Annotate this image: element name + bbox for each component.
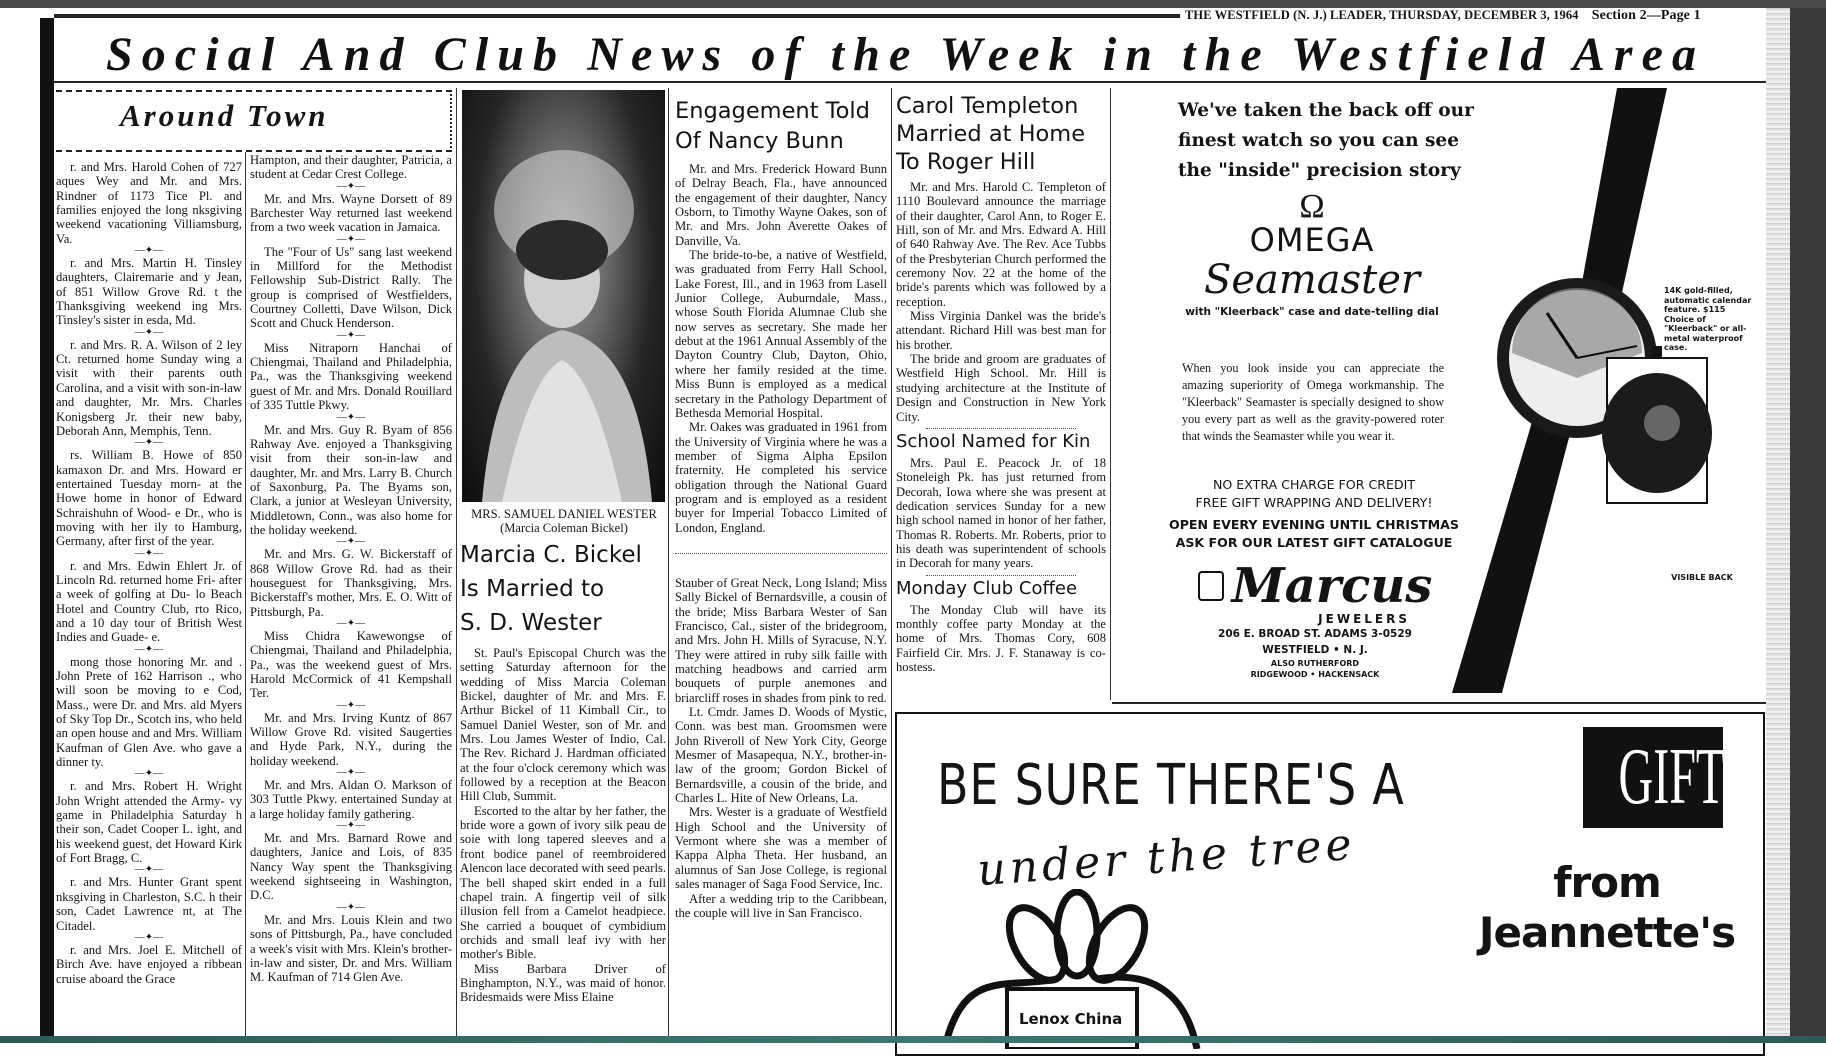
news-item: Mr. and Mrs. Guy R. Byam of 856 Rahway Ave. enjoyed a Thanksgiving visit from their son-in-law and daughter, Mr. and Mrs. Larry B. Church of Saxonburg, Pa. The Byams son, Clark, a junior at Wesleyan University, Middletown, Conn., was also home for the holiday weekend. (250, 422, 452, 537)
news-item: Mr. and Mrs. Wayne Dorsett of 89 Barchester Way returned last weekend from a two week vacation in Jamaica. (250, 191, 452, 235)
marcus-address: 206 E. BROAD ST. ADAMS 3-0529 (1218, 628, 1412, 640)
title-rule (54, 81, 1766, 83)
headline-line: finest watch so you can see (1178, 130, 1459, 151)
news-item: Mr. and Mrs. Louis Klein and two sons of Pittsburgh, Pa., have concluded a week's visit with Mrs. Klein's brother-in-law and sister, Dr. and Mrs. William M. Kaufman of 714 Glen Ave. (250, 912, 452, 985)
wester-wedding-article (460, 538, 666, 1005)
article-paragraph: Miss Barbara Driver of Binghampton, N.Y., was maid of honor. Bridesmaids were Miss Elaine (460, 961, 666, 1005)
around-town-heading: Around Town (120, 98, 329, 133)
page-title-text: Social And Club News of the Week in the Westfield Area (106, 28, 1696, 80)
ornament-divider: —✦— (336, 699, 366, 711)
article-divider (926, 575, 1076, 576)
ornament-divider: —✦— (336, 411, 366, 423)
seamaster-script: Seamaster (1203, 257, 1421, 303)
marcus-also: ALSO RUTHERFORD (1270, 659, 1360, 668)
column-rule (456, 88, 457, 1036)
headline-line: Of Nancy Bunn (675, 128, 844, 154)
news-item: Miss Chidra Kawewongse of Chiengmai, Thailand and Philadelphia, Pa., was the weekend guest of Mrs. Harold McCormick of 41 Kempshall Ter. (250, 628, 452, 701)
caption-name: MRS. SAMUEL DANIEL WESTER (471, 507, 657, 521)
ornament-divider: —✦— (134, 245, 164, 257)
ornament-divider: —✦— (134, 326, 164, 338)
omega-offers (1164, 476, 1464, 552)
headline-line: Is Married to (460, 576, 605, 602)
headline-line: Carol Templeton (896, 93, 1079, 119)
column-rule (668, 88, 669, 1036)
offer-line: NO EXTRA CHARGE FOR CREDIT (1212, 477, 1416, 492)
news-item: Mr. and Mrs. G. W. Bickerstaff of 868 Willow Grove Rd. had as their houseguest for Thanksgiving, Mrs. Bickerstaff's mother, Mrs. E. O. Witt of Pittsburgh, Pa. (250, 547, 452, 619)
news-item: The "Four of Us" sang last weekend in Millford for the Methodist Fellowship Sub-District Rally. The group is comprised of Westfielders, Courtney Colletti, Dave Wilson, Dick Scott and Chuck Henderson. (250, 244, 452, 331)
page-left-border (40, 18, 54, 1036)
ornament-divider: —✦— (336, 536, 366, 548)
news-item: Miss Nitraporn Hanchai of Chiengmai, Thailand and Philadelphia, Pa., was the Thanksgiving weekend guest of Mr. and Mrs. Donald Rouillard of 335 Tuttle Pkwy. (250, 340, 452, 413)
dateline-text: THE WESTFIELD (N. J.) LEADER, THURSDAY, DECEMBER 3, 1964 (1185, 8, 1579, 22)
news-item: Mr. and Mrs. Irving Kuntz of 867 Willow Grove Rd. visited Saugerties and Hyde Park, N.Y., during the holiday weekend. (250, 710, 452, 768)
article-paragraph: Lt. Cmdr. James D. Woods of Mystic, Conn. was best man. Groomsmen were John Riveroll of New York City, George Mesmer of Masapequa, N.Y., brother-in-law of the groom; Gordon Bickel of Bernardsville, a cousin of the bride, and Charles L. Hite of New Orleans, La. (675, 705, 887, 806)
ornament-divider: —✦— (336, 617, 366, 629)
monday-body: The Monday Club will have its monthly coffee party Monday at the home of Mrs. Thomas Cory, 608 Fairfield Cir. Mrs. J. F. Stanaway is co-hostess. (896, 602, 1106, 674)
watch-price-note: 14K gold-filled, automatic calendar feature. $115 Choice of "Kleerback" or all-metal waterproof case. (1664, 286, 1752, 352)
ornament-divider: —✦— (134, 437, 164, 449)
news-item: mong those honoring Mr. and . John Prete of 162 Harrison ., who will soon be moving to e Cod, Mass., were Dr. and Mrs. ald Myers of Sky Top Dr., Scotch ins, who held an open house and and Mrs. William Kaufman of Glen Ave. who gave a dinner ty. (56, 654, 242, 770)
omega-tagline: with "Kleerback" case and date-telling dial (1185, 306, 1439, 318)
ornament-divider: —✦— (134, 768, 164, 780)
wester-article-continued (675, 576, 887, 920)
article-paragraph: Mr. Oakes was graduated in 1961 from the University of Virginia where he was a member of Sigma Alpha Epsilon fraternity. He completed his service obligation through the National Guard program and is employed as a resident buyer for Imperial Tobacco Limited of London, England. (675, 420, 887, 535)
ornament-divider: —✦— (336, 901, 366, 913)
article-paragraph: Stauber of Great Neck, Long Island; Miss Sally Bickel of Bernardsville, a cousin of the bride; Miss Barbara Wester of San Francisco, Cal., sister of the bridegroom, and Mrs. John H. Mills of Syracuse, N.Y. They were attired in ruby silk faille with matching headbows and carried arm bouquets of purple anemones and briarcliff roses in shades from pink to red. (675, 575, 887, 705)
viewer-bottom-bar (0, 1036, 1826, 1043)
viewer-background (1790, 8, 1826, 1043)
news-item: r. and Mrs. Martin H. Tinsley daughters, Clairemarie and y Jean, of 851 Willow Grove Rd. t the Thanksgiving weekend ing Mrs. Tinsley's sister in esda, Md. (56, 256, 242, 328)
ornament-divider: —✦— (134, 864, 164, 876)
ornament-divider: —✦— (134, 547, 164, 559)
ornament-divider: —✦— (134, 643, 164, 655)
article-paragraph: Miss Virginia Dankel was the bride's attendant. Richard Hill was best man for his brother. (896, 309, 1106, 352)
dateline (1185, 8, 1701, 23)
article-paragraph: After a wedding trip to the Caribbean, the couple will live in San Francisco. (675, 891, 887, 920)
offer-line: ASK FOR OUR LATEST GIFT CATALOGUE (1175, 535, 1453, 550)
photo-caption (460, 507, 668, 535)
column-rule (891, 88, 892, 1036)
ornament-divider: —✦— (134, 931, 164, 943)
omega-ad-headline (1178, 96, 1474, 186)
column-rule (1110, 88, 1111, 700)
marcus-branches: RIDGEWOOD • HACKENSACK (1250, 670, 1380, 679)
article-paragraph: St. Paul's Episcopal Church was the setting Saturday afternoon for the wedding of Miss Marcia Coleman Bickel, daughter of Mr. and Mrs. F. Arthur Bickel of 11 Kimball Cir., to Samuel Daniel Wester, son of Mr. and Mrs. Lou James Wester of Indio, Cal. The Rev. Richard J. Hardman officiated at the four o'clock ceremony which was followed by a reception at the Beacon Hill Club, Summit. (460, 646, 666, 804)
wester-headline (460, 538, 666, 640)
headline-line: Marcia C. Bickel (460, 542, 642, 568)
jeannettes-advertisement (895, 712, 1765, 1056)
omega-advertisement (1112, 88, 1766, 702)
page-title (60, 24, 1760, 80)
jeannettes-headline: BE SURE THERE'S A (937, 753, 1405, 818)
column-rule (245, 152, 246, 1036)
article-paragraph: Mrs. Wester is a graduate of Westfield High School and the University of Vermont where she was a member of Kappa Alpha Theta. Her husband, an alumnus of San Jose College, is regional sales manager of Saga Food Service, Inc. (675, 805, 887, 892)
monday-headline: Monday Club Coffee (896, 577, 1078, 599)
marcus-jewelers-logo (1180, 560, 1450, 680)
bunn-engagement-article (675, 96, 887, 920)
page-edge-scan-noise (1766, 8, 1790, 1036)
marcus-city: WESTFIELD • N. J. (1262, 644, 1368, 656)
viewer-top-bar (0, 0, 1826, 8)
news-item: r. and Mrs. R. A. Wilson of 2 ley Ct. returned home Sunday wing a visit with their parents outh Carolina, and a visit with son-in-law and daughter, Mr. Mrs. Charles Konigsberg Jr. their new baby, Deborah Ann, Memphis, Tenn. (56, 337, 242, 438)
omega-symbol-icon: Ω (1299, 188, 1325, 225)
news-item: r. and Mrs. Harold Cohen of 727 aques Wey and Mr. and Mrs. Rindner of 1173 Tice Pl. and families enjoyed the long nksgiving weekend vacationing Villiamsburg, Va. (56, 160, 242, 246)
headline-line: S. D. Wester (460, 610, 602, 636)
article-paragraph: Mr. and Mrs. Harold C. Templeton of 1110 Boulevard announce the marriage of their daughter, Carol Ann, to Roger E. Hill, son of Mr. and Mrs. Edward A. Hill of 640 Rahway Ave. The Rev. Ace Tubbs of the Presbyterian Church performed the ceremony Nov. 22 at the home of the bride's parents which was followed by a reception. (896, 180, 1106, 309)
ad-divider (1112, 702, 1766, 704)
article-paragraph: The bride and groom are graduates of Westfield High School. Mr. Hill is studying architecture at the Institute of Design and Construction in New York City. (896, 352, 1106, 424)
headline-line: Married at Home (896, 121, 1086, 147)
around-town-column-1 (56, 160, 242, 986)
news-item: r. and Mrs. Hunter Grant spent nksgiving in Charleston, S.C. h their son, Cadet Lawrence nt, at The Citadel. (56, 875, 242, 933)
ornament-divider: —✦— (336, 233, 366, 245)
news-item: r. and Mrs. Joel E. Mitchell of Birch Ave. have enjoyed a ribbean cruise aboard the Grace (56, 942, 242, 986)
news-item: Hampton, and their daughter, Patricia, a student at Cedar Crest College. (250, 153, 452, 182)
article-divider (675, 553, 887, 554)
bride-photo (462, 90, 665, 502)
marcus-name: Marcus (1231, 558, 1433, 614)
headline-line: We've taken the back off our (1178, 100, 1474, 121)
news-item: r. and Mrs. Edwin Ehlert Jr. of Lincoln Rd. returned home Fri- after a week of golfing at Du- lo Beach Hotel and Country Club, rto Rico, and a 10 day tour of British West Indies and Guade- e. (56, 558, 242, 645)
from-jeannettes (1457, 858, 1757, 958)
omega-body: When you look inside you can appreciate the amazing superiority of Omega workmanship. The "Kleerback" Seamaster is specially designed to show you every part as well as the gravity-powered roter that winds the Seamaster while you wear it. (1182, 361, 1444, 443)
caption-maiden-name: (Marcia Coleman Bickel) (500, 521, 628, 535)
bride-portrait-image (462, 90, 665, 502)
around-town-header-box (56, 90, 452, 152)
ornament-divider: —✦— (336, 180, 366, 192)
section-page: Section 2—Page 1 (1591, 8, 1701, 23)
article-paragraph: Mr. and Mrs. Frederick Howard Bunn of Delray Beach, Fla., have announced the engagement of their daughter, Nancy Osborn, to Timothy Wayne Oakes, son of Mr. and Mrs. John Averette Oakes of Danville, Va. (675, 162, 887, 248)
ornament-divider: —✦— (336, 767, 366, 779)
templeton-column (896, 92, 1106, 674)
from-text: from (1553, 858, 1661, 907)
headline-line: To Roger Hill (896, 149, 1036, 175)
offer-line: FREE GIFT WRAPPING AND DELIVERY! (1195, 495, 1433, 510)
gift-text: GIFT (1618, 733, 1726, 821)
kin-body: Mrs. Paul E. Peacock Jr. of 18 Stoneleigh Pk. has just returned from Decorah, Iowa where she was present at dedication services Sunday for a new high school named in honor of her father, Thomas R. Roberts. Mr. Roberts, prior to his death was superintendent of schools in Decorah for many years. (896, 455, 1106, 571)
headline-line: Engagement Told (675, 98, 870, 124)
article-paragraph: The bride-to-be, a native of Westfield, was graduated from Ferry Hall School, Lake Forest, Ill., and in 1963 from Lasell Junior College, Auburndale, Mass., whose South Florida Alumnae Club she now serves as secretary. She made her debut at the 1961 Annual Assembly of the Dayton Country Club, Dayton, Ohio, where her family resided at the time. Miss Bunn is employed as a medical secretary in the Pathology Department of Bethesda Memorial Hospital. (675, 248, 887, 420)
visible-back-label: VISIBLE BACK (1671, 573, 1733, 582)
news-item: Mr. and Mrs. Barnard Rowe and daughters, Janice and Lois, of 835 Nancy Way spent the Thanksgiving weekend sightseeing in Washington, D.C. (250, 831, 452, 903)
article-divider (926, 428, 1076, 429)
news-item: rs. William B. Howe of 850 kamaxon Dr. and Mrs. Howard er entertained Tuesday morn- at the Howe home in honor of Edward Schraishuhn of Wood- e Dr., who is moving with her ily to Hamburg, Germany, after first of the year. (56, 448, 242, 549)
omega-watch-illustration (1452, 88, 1762, 698)
lenox-china-label: Lenox China (1019, 1010, 1123, 1028)
article-paragraph: Escorted to the altar by her father, the bride wore a gown of ivory silk peau de soie with long tapered sleeves and a front bodice panel of reembroidered Alencon lace decorated with seed pearls. The bell shaped skirt ended in a full chapel train. A fingertip veil of silk illusion fell from a Camelot headpiece. She carried a bouquet of cymbidium orchids and small leaf ivy with her mother's Bible. (460, 803, 666, 962)
gift-box-label (1583, 727, 1726, 828)
headline-line: the "inside" precision story (1178, 160, 1461, 181)
jeannettes-name: Jeannette's (1478, 908, 1736, 957)
bunn-headline (675, 96, 887, 156)
news-item: Mr. and Mrs. Aldan O. Markson of 303 Tuttle Pkwy. entertained Sunday at a large holiday family gathering. (250, 778, 452, 821)
script-text: under the tree (975, 818, 1358, 897)
news-item: r. and Mrs. Robert H. Wright John Wright attended the Army- vy game in Philadelphia Saturday h their son, Cadet Cooper L. ight, and his weekend guest, det Howard Kirk of Fort Bragg, C. (56, 779, 242, 866)
templeton-headline (896, 92, 1106, 176)
offer-line: OPEN EVERY EVENING UNTIL CHRISTMAS (1169, 517, 1459, 532)
ornament-divider: —✦— (336, 820, 366, 832)
masthead-top-rule (54, 14, 1180, 18)
around-town-column-2 (250, 153, 452, 985)
omega-logo (1172, 188, 1452, 318)
marcus-jewelers: JEWELERS (1318, 612, 1410, 626)
kin-headline: School Named for Kin (896, 430, 1091, 452)
marcus-crest-icon (1198, 571, 1224, 601)
omega-brand: OMEGA (1249, 221, 1375, 259)
ornament-divider: —✦— (336, 329, 366, 341)
under-the-tree-script (976, 819, 1357, 896)
